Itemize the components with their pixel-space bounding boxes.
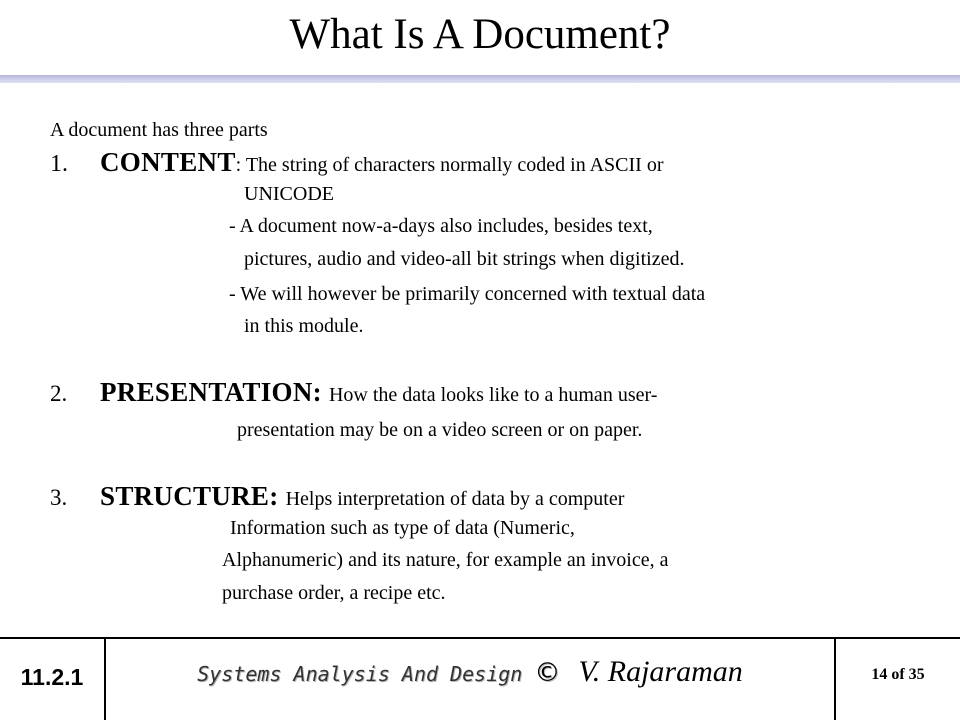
section-description: How the data looks like to a human user-: [328, 384, 658, 406]
section-heading: CONTENT: [100, 147, 236, 177]
section-content-line: UNICODE: [244, 183, 334, 205]
section-content-line: in this module.: [244, 315, 364, 337]
section-number: 2.: [50, 381, 68, 406]
intro-text: A document has three parts: [50, 119, 268, 141]
section-separator: :: [269, 481, 286, 511]
footer-section-number: 11.2.1: [20, 664, 84, 690]
section-number: 1.: [50, 151, 68, 177]
section-presentation-line: presentation may be on a video screen or on paper.: [237, 419, 643, 441]
section-presentation-header: [50, 378, 657, 409]
section-description: Helps interpretation of data by a computer: [285, 488, 625, 510]
section-description: The string of characters normally coded in ASCII or: [245, 154, 664, 176]
section-separator: :: [235, 154, 246, 176]
section-structure-line: Information such as type of data (Numeric,: [230, 517, 575, 539]
section-structure-header: [50, 482, 624, 513]
title-divider: [0, 75, 960, 83]
copyright-icon: ©: [534, 658, 561, 688]
section-heading: STRUCTURE: [100, 481, 270, 511]
section-content-header: [50, 148, 663, 179]
slide-title: What Is A Document?: [289, 11, 671, 58]
section-separator: :: [312, 377, 329, 407]
footer-author: V. Rajaraman: [578, 655, 743, 688]
footer-course-title: Systems Analysis And Design: [197, 662, 523, 686]
section-number: 3.: [50, 485, 68, 510]
page-indicator: 14 of 35: [871, 666, 925, 683]
section-content-line: - We will however be primarily concerned with textual data: [229, 283, 706, 305]
section-structure-line: Alphanumeric) and its nature, for example an invoice, a: [222, 549, 669, 571]
section-content-line: - A document now-a-days also includes, besides text,: [229, 215, 653, 237]
section-heading: PRESENTATION: [100, 377, 313, 407]
footer-credits: [106, 652, 834, 694]
footer-divider-line: [0, 637, 960, 639]
section-structure-line: purchase order, a recipe etc.: [222, 582, 446, 604]
section-content-line: pictures, audio and video-all bit strings when digitized.: [244, 248, 685, 270]
